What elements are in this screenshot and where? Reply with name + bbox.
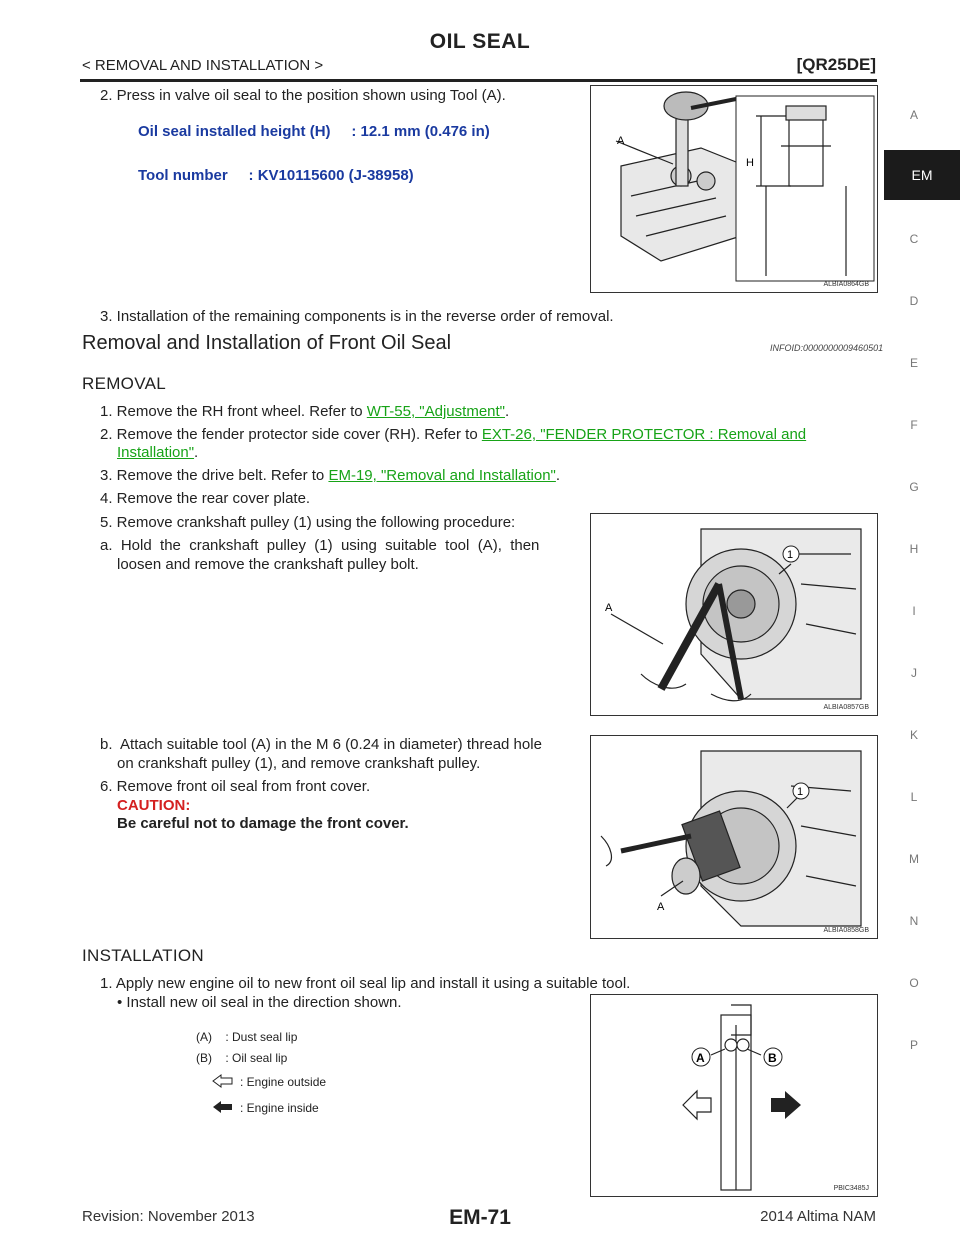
caution-text: Be careful not to damage the front cover. — [117, 815, 409, 832]
step-text-end: . — [194, 444, 199, 461]
page-number: EM-71 — [449, 1206, 511, 1229]
engine-code: [QR25DE] — [796, 55, 876, 74]
sidebar-letter-f[interactable]: F — [910, 418, 918, 432]
sidebar-letter-k[interactable]: K — [909, 728, 918, 742]
seal-direction-illustration — [591, 995, 878, 1197]
legend-engine-inside: : Engine inside — [240, 1101, 319, 1115]
sidebar-letter-p[interactable]: P — [909, 1038, 918, 1052]
spec-tool-number: Tool number : KV10115600 (J-38958) — [138, 167, 414, 184]
fig-label-h: H — [746, 157, 754, 169]
sidebar-letter-l[interactable]: L — [910, 790, 918, 804]
step-text: 2. Remove the fender protector side cover (RH). Refer to — [100, 426, 482, 443]
removal-step-5: 5. Remove crankshaft pulley (1) using the following procedure: — [100, 514, 516, 531]
removal-step-2 — [100, 425, 878, 444]
removal-step-2-cont — [117, 443, 198, 462]
info-id: INFOID:0000000009460501 — [770, 343, 884, 353]
step-3-text: 3. Installation of the remaining components is in the reverse order of removal. — [100, 308, 614, 325]
installation-step-1: 1. Apply new engine oil to new front oil seal lip and install it using a suitable tool. — [100, 975, 631, 992]
section-title: Removal and Installation of Front Oil Seal — [82, 332, 452, 354]
fig-label-a: A — [657, 901, 665, 913]
figure-code: ALBIA0858GB — [823, 927, 869, 934]
figure-seal-direction — [590, 994, 878, 1197]
solid-arrow-icon — [212, 1100, 234, 1119]
legend-dust-seal-lip: (A) : Dust seal lip — [196, 1030, 298, 1044]
installation-heading: INSTALLATION — [82, 946, 204, 965]
step-text: 3. Remove the drive belt. Refer to — [100, 467, 329, 484]
removal-step-1 — [100, 402, 509, 421]
figure-hold-pulley — [590, 513, 878, 716]
sidebar-letter-g[interactable]: G — [909, 480, 919, 494]
legend-engine-outside: : Engine outside — [240, 1075, 327, 1089]
installation-step-1-bullet: • Install new oil seal in the direction shown. — [117, 994, 402, 1011]
removal-step-5b: b. Attach suitable tool (A) in the M 6 (0.24 in diameter) thread hole — [100, 736, 542, 753]
step-text: 1. Remove the RH front wheel. Refer to — [100, 403, 367, 420]
removal-heading: REMOVAL — [82, 374, 166, 393]
model-name: 2014 Altima NAM — [760, 1208, 876, 1225]
hold-pulley-illustration — [591, 514, 878, 716]
page-title: OIL SEAL — [429, 30, 531, 53]
link-ext-26-cont[interactable]: Installation" — [117, 444, 195, 461]
sidebar-letter-i[interactable]: I — [912, 604, 916, 618]
link-wt-55[interactable]: WT-55, "Adjustment" — [366, 403, 505, 420]
sidebar-letter-d[interactable]: D — [909, 294, 919, 308]
sidebar-letter-c[interactable]: C — [909, 232, 919, 246]
sidebar-tab-active[interactable]: EM — [884, 150, 960, 200]
sidebar-letter-e[interactable]: E — [909, 356, 918, 370]
link-em-19[interactable]: EM-19, "Removal and Installation" — [328, 467, 556, 484]
figure-code: ALBIA0864GB — [823, 281, 869, 288]
sidebar-letter-a[interactable]: A — [909, 108, 918, 122]
sidebar-letter-o[interactable]: O — [909, 976, 919, 990]
sidebar-letter-m[interactable]: M — [909, 852, 919, 866]
removal-step-4: 4. Remove the rear cover plate. — [100, 490, 311, 507]
fig-label-a: A — [696, 1051, 705, 1065]
legend-oil-seal-lip: (B) : Oil seal lip — [196, 1051, 288, 1065]
figure-code: ALBIA0857GB — [823, 704, 869, 711]
figure-remove-pulley — [590, 735, 878, 939]
link-ext-26[interactable]: EXT-26, "FENDER PROTECTOR : Removal and — [481, 426, 807, 443]
removal-step-5a-cont: loosen and remove the crankshaft pulley bolt. — [117, 556, 419, 573]
hollow-arrow-icon — [212, 1074, 234, 1093]
fig-label-a: A — [617, 135, 625, 147]
remove-pulley-illustration — [591, 736, 878, 939]
sidebar-letter-n[interactable]: N — [909, 914, 919, 928]
removal-step-3 — [100, 466, 560, 485]
removal-step-5a: a. Hold the crankshaft pulley (1) using suitable tool (A), then — [100, 537, 540, 554]
sidebar-letter-j[interactable]: J — [911, 666, 917, 680]
fig-label-b: B — [768, 1051, 777, 1065]
fig-label-1: 1 — [797, 786, 804, 798]
figure-valve-oil-seal — [590, 85, 878, 293]
caution-label: CAUTION: — [117, 797, 191, 814]
revision-date: Revision: November 2013 — [82, 1208, 255, 1225]
step-text-end: . — [505, 403, 510, 420]
sidebar-letter-h[interactable]: H — [909, 542, 919, 556]
step-2-text: 2. Press in valve oil seal to the position shown using Tool (A). — [100, 87, 506, 104]
removal-step-6: 6. Remove front oil seal from front cover. — [100, 778, 371, 795]
fig-label-a: A — [605, 602, 613, 614]
removal-step-5b-cont: on crankshaft pulley (1), and remove crankshaft pulley. — [117, 755, 481, 772]
valve-oil-seal-illustration — [591, 86, 878, 293]
fig-label-1: 1 — [787, 549, 794, 561]
breadcrumb: < REMOVAL AND INSTALLATION > — [82, 57, 324, 74]
header-divider — [80, 79, 877, 82]
step-text-end: . — [555, 467, 561, 484]
figure-code: PBIC3485J — [833, 1185, 869, 1192]
spec-installed-height: Oil seal installed height (H) : 12.1 mm (0.476 in) — [138, 123, 490, 140]
